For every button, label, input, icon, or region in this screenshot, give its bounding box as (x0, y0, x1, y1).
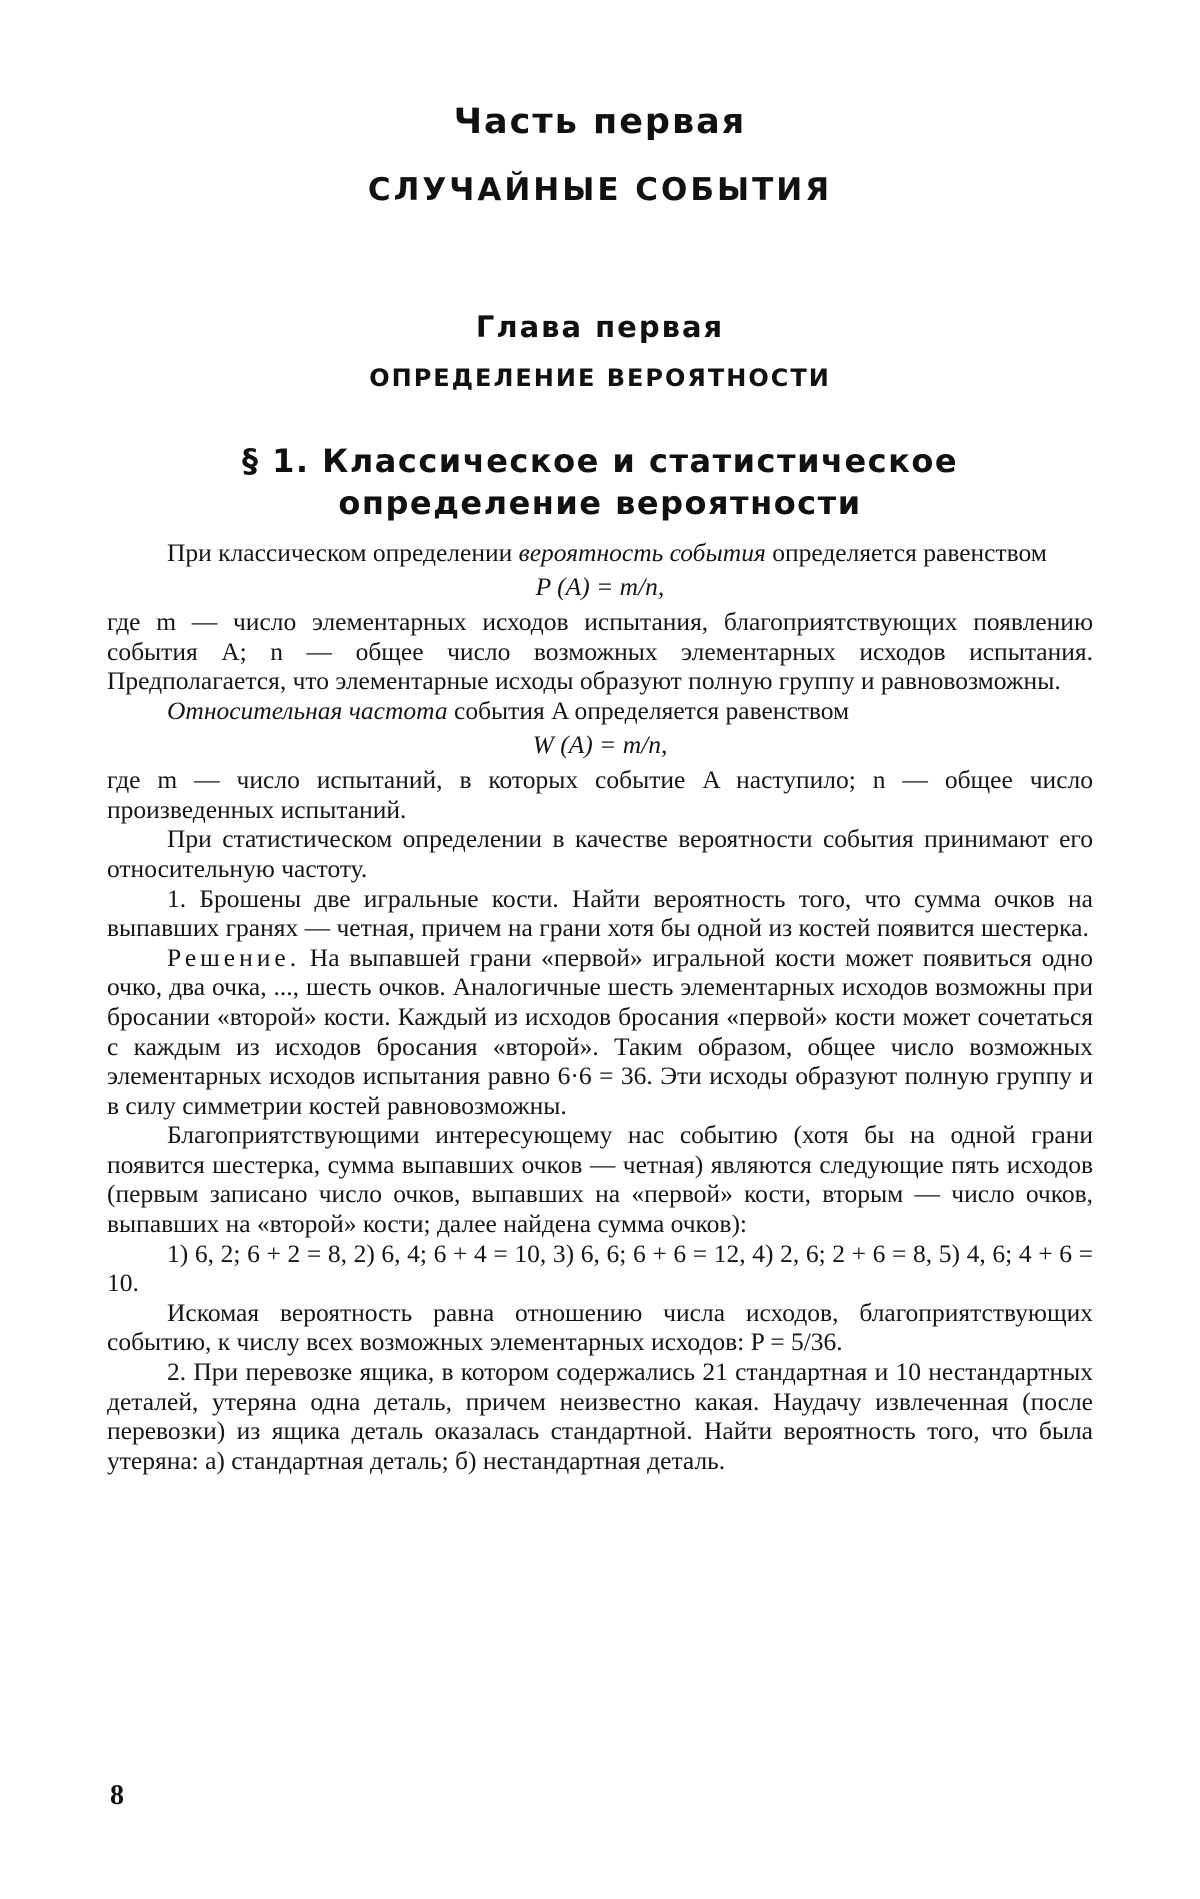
formula-probability: P (A) = m/n, (535, 571, 665, 601)
page-number: 8 (110, 1780, 124, 1811)
problem-2: 2. При перевозке ящика, в котором содержались 21 стандартная и 10 нестандартных деталей, утеряна одна деталь, причем неизвестно какая. Наудачу извлеченная (после перевозки) из ящика деталь оказалась стандартной. Найти вероятность того, что была утеряна: а) стандартная деталь; б) нестандартная деталь. (107, 1357, 1093, 1475)
solution-label: Решение. (167, 942, 301, 972)
problem-1: 1. Брошены две игральные кости. Найти вероятность того, что сумма очков на выпавших гранях — четная, причем на грани хотя бы одной из костей появится шестерка. (107, 883, 1093, 943)
solution-1 (107, 943, 1093, 1121)
paragraph-definition-explanation: где m — число элементарных исходов испытания, благоприятствующих появлению события A; n — общее число возможных элементарных исходов испытания. Предполагается, что элементарные исходы образуют полную группу и равновозможны. (107, 607, 1093, 696)
formula-relative-frequency: W (A) = m/n, (532, 729, 668, 759)
term-probability: вероятность события (518, 538, 766, 567)
paragraph-favorable-outcomes: Благоприятствующими интересующему нас событию (хотя бы на одной грани появится шестерка, сумма выпавших очков — четная) являются следующие пять исходов (первым записано число очков, выпавших на «первой» кости, вторым — число очков, выпавших на «второй» кости; далее найдена сумма очков): (107, 1120, 1093, 1239)
paragraph-frequency-explanation: где m — число испытаний, в которых событие A наступило; n — общее число произведенных испытаний. (107, 765, 1093, 824)
section-title-line-1: § 1. Классическое и статистическое (241, 442, 959, 480)
body-text (107, 538, 1093, 1475)
term-relative-frequency: Относительная частота (167, 695, 448, 725)
paragraph-text: события A определяется равенством (447, 695, 850, 725)
paragraph-text: На выпавшей грани «первой» игральной кости может появиться одно очко, два очка, ..., шесть очков. Аналогичные шесть элементарных исходов возможны при бросании «второй» кости. Каждый из исходов бросания «первой» кости может сочетаться с каждым из исходов бросания «второй». Таким образом, общее число возможных элементарных исходов испытания равно 6·6 = 36. Эти исходы образуют полную группу и в силу симметрии костей равновозможны. (107, 942, 1093, 1120)
paragraph-statistical-definition: При статистическом определении в качестве вероятности события принимают его относительную частоту. (107, 824, 1093, 883)
paragraph-classical-definition (107, 538, 1093, 568)
paragraph-probability-result: Искомая вероятность равна отношению числа исходов, благоприятствующих событию, к числу всех возможных элементарных исходов: P = 5/36. (107, 1297, 1093, 1357)
part-subtitle: СЛУЧАЙНЫЕ СОБЫТИЯ (367, 172, 833, 208)
chapter-subtitle: ОПРЕДЕЛЕНИЕ ВЕРОЯТНОСТИ (369, 364, 831, 392)
paragraph-outcomes-list: 1) 6, 2; 6 + 2 = 8, 2) 6, 4; 6 + 4 = 10, 3) 6, 6; 6 + 6 = 12, 4) 2, 6; 2 + 6 = 8, 5) 4, 6; 4 + 6 = 10. (107, 1238, 1093, 1298)
part-title: Часть первая (453, 102, 747, 142)
paragraph-text: определяется равенством (765, 538, 1047, 567)
paragraph-text: При классическом определении (167, 538, 519, 567)
paragraph-relative-frequency (107, 696, 1093, 726)
chapter-title: Глава первая (475, 310, 725, 344)
section-title (0, 440, 1200, 524)
section-title-line-2: определение вероятности (338, 484, 862, 522)
